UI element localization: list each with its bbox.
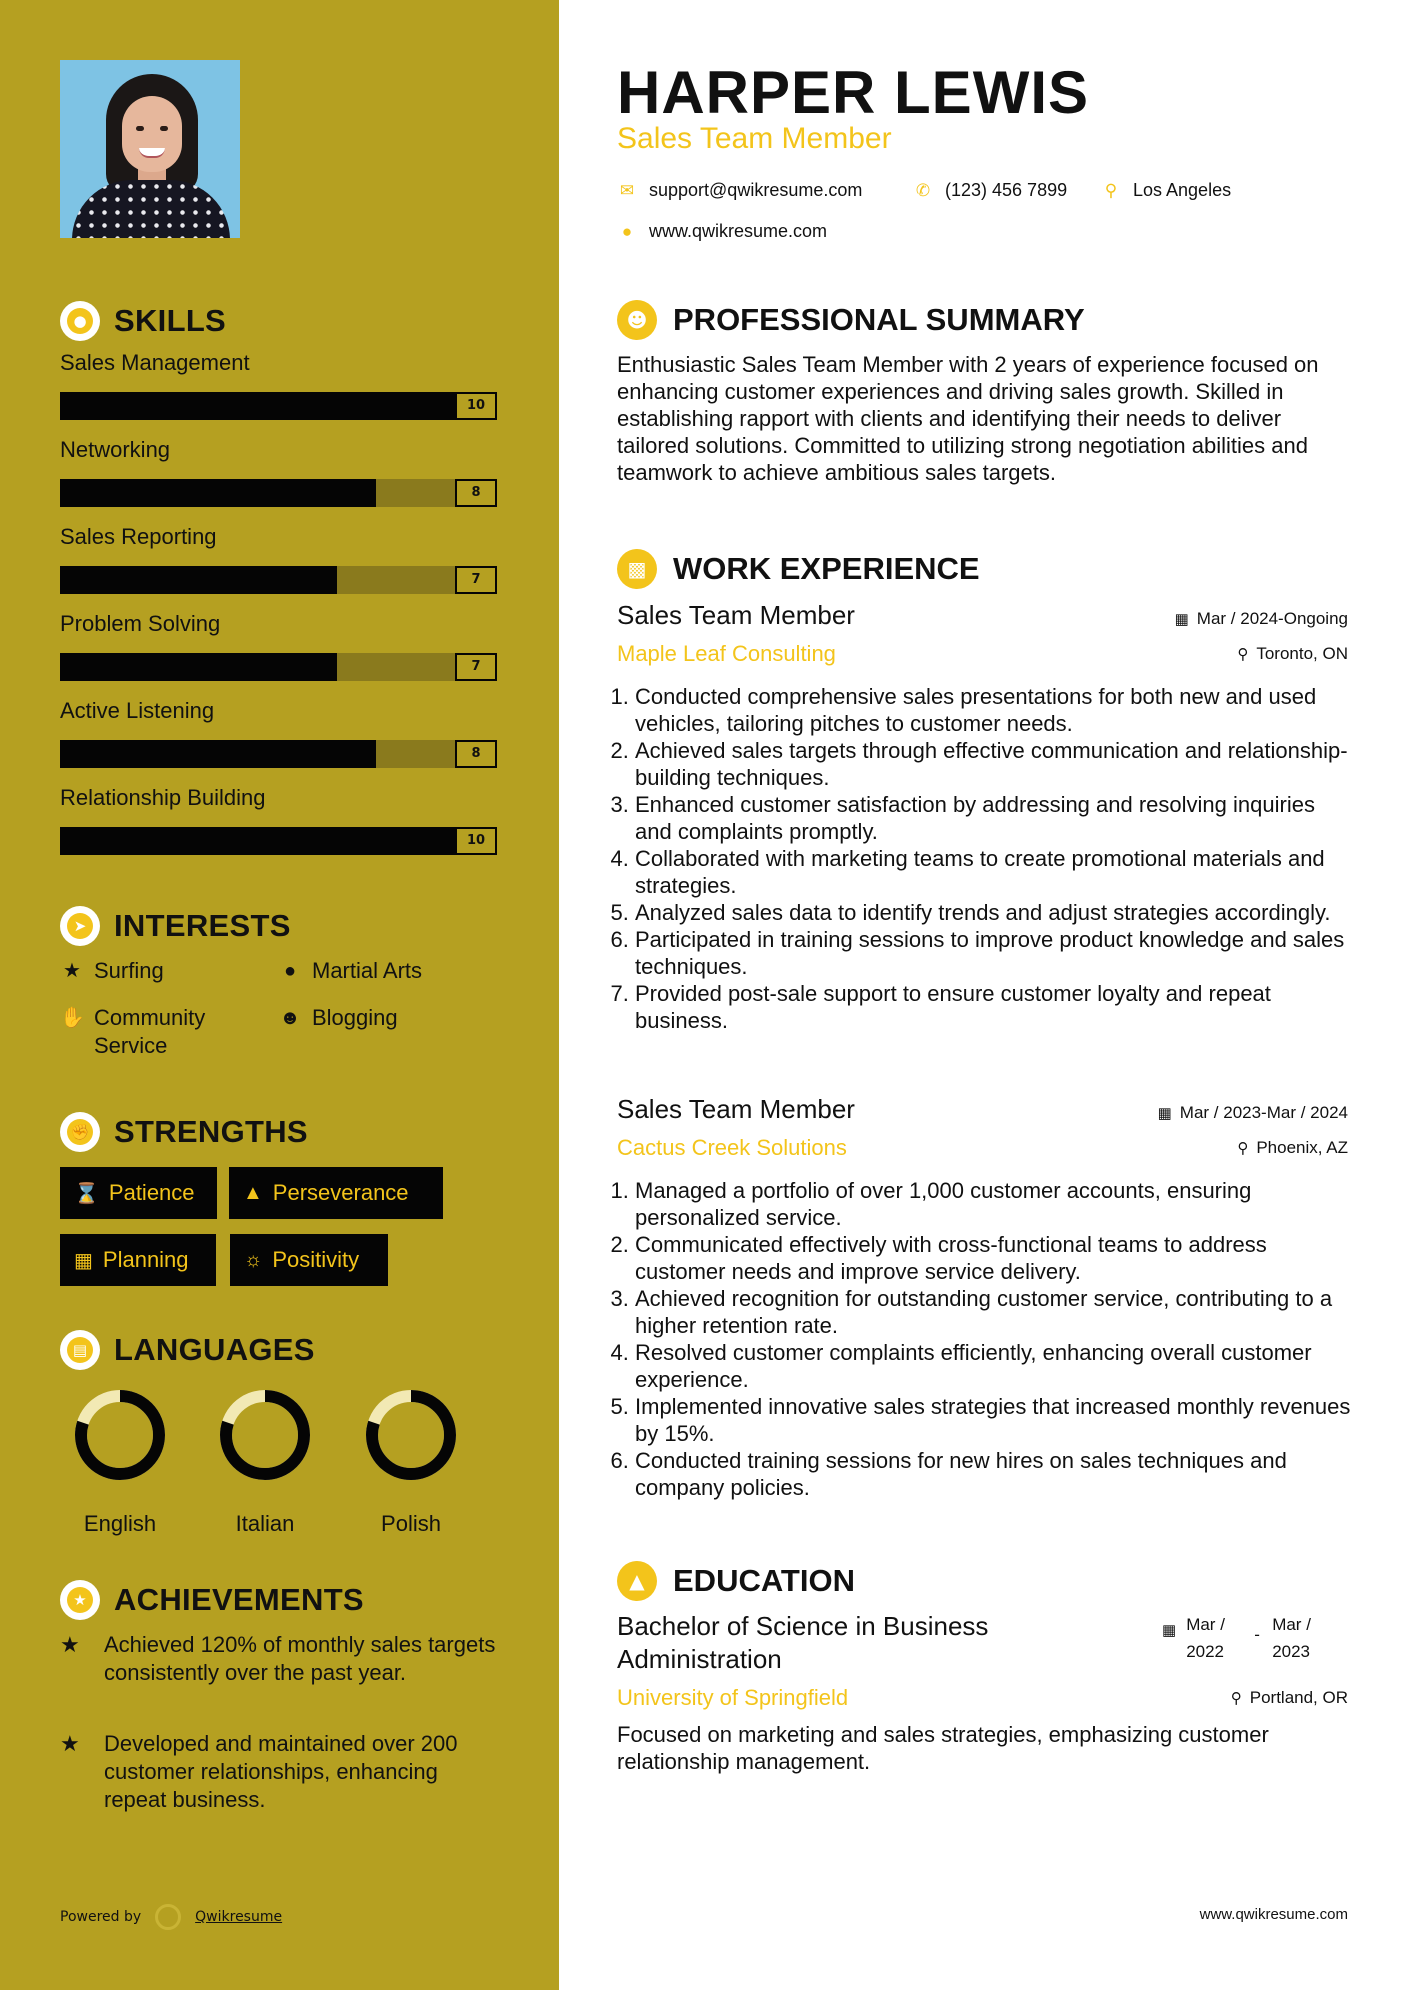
skill-bar bbox=[60, 740, 497, 768]
skill-bar-fill bbox=[60, 740, 376, 768]
user-icon: ☻ bbox=[617, 300, 657, 340]
skill-bar bbox=[60, 566, 497, 594]
skill-bar-fill bbox=[60, 653, 337, 681]
sidebar bbox=[0, 0, 559, 1990]
strength-badge: ▲ Perseverance bbox=[229, 1167, 443, 1219]
skill-item bbox=[60, 437, 497, 507]
list-item: 2. Communicated effectively with cross-functional teams to address customer needs and improve service delivery. bbox=[635, 1231, 1352, 1285]
list-item: 6. Participated in training sessions to improve product knowledge and sales techniques. bbox=[635, 926, 1352, 980]
job-title: Sales Team Member bbox=[617, 1094, 855, 1124]
company-name: Cactus Creek Solutions bbox=[617, 1135, 847, 1160]
skill-level-badge: 10 bbox=[455, 827, 497, 855]
skill-level-badge: 7 bbox=[455, 653, 497, 681]
job-bullets bbox=[617, 683, 1352, 1034]
skill-bar bbox=[60, 392, 497, 420]
skill-bar-fill bbox=[60, 566, 337, 594]
skill-item bbox=[60, 350, 497, 420]
language-item bbox=[205, 1387, 325, 1537]
contact-email[interactable]: ✉ support@qwikresume.com bbox=[617, 180, 862, 201]
skill-level-badge: 10 bbox=[455, 392, 497, 420]
language-label: Italian bbox=[235, 1511, 295, 1536]
interest-item: ☻ Blogging bbox=[279, 1005, 398, 1030]
achievement-item: ★ Developed and maintained over 200 customer relationships, enhancing repeat business. bbox=[60, 1731, 458, 1812]
lightbulb-icon: ● bbox=[60, 301, 100, 341]
road-icon: ▲ bbox=[243, 1181, 263, 1204]
profile-photo bbox=[60, 60, 240, 238]
pushpin-icon: ⚲ bbox=[1237, 646, 1249, 663]
company-name: Maple Leaf Consulting bbox=[617, 641, 836, 666]
sun-icon: ☼ bbox=[244, 1248, 263, 1271]
job-dates: ▦ Mar / 2024-Ongoing bbox=[1174, 609, 1348, 628]
skill-bar bbox=[60, 827, 497, 855]
language-level-ring bbox=[363, 1387, 459, 1483]
graduation-icon: ▲ bbox=[617, 1561, 657, 1601]
skill-bar bbox=[60, 653, 497, 681]
paper-plane-icon: ➤ bbox=[60, 906, 100, 946]
job-location: ⚲ Phoenix, AZ bbox=[1237, 1138, 1348, 1157]
interests-heading: ➤ INTERESTS bbox=[60, 906, 291, 946]
degree-title: Bachelor of Science in Business Administration bbox=[617, 1611, 989, 1674]
strengths-heading: ✊ STRENGTHS bbox=[60, 1112, 308, 1152]
skill-label: Relationship Building bbox=[60, 785, 266, 810]
qwikresume-logo-icon bbox=[155, 1904, 181, 1930]
list-item: 2. Achieved sales targets through effective communication and relationship-building techniques. bbox=[635, 737, 1352, 791]
job-location: ⚲ Toronto, ON bbox=[1237, 644, 1348, 663]
education-description: Focused on marketing and sales strategies, emphasizing customer relationship management. bbox=[617, 1722, 1269, 1774]
summary-text: Enthusiastic Sales Team Member with 2 years of experience focused on enhancing customer experiences and driving sales growth. Skilled in establishing rapport with clients and identifying their needs to deliver tailored solutions. Committed to utilizing strong negotiation abilities and teamwork to achieve ambitious sales targets. bbox=[617, 352, 1319, 485]
candidate-name: HARPER LEWIS bbox=[617, 59, 1090, 126]
skills-heading: ● SKILLS bbox=[60, 301, 226, 341]
list-item: 3. Enhanced customer satisfaction by addressing and resolving inquiries and complaints promptly. bbox=[635, 791, 1352, 845]
skill-label: Sales Reporting bbox=[60, 524, 217, 549]
education-location: ⚲ Portland, OR bbox=[1230, 1688, 1348, 1707]
skill-item bbox=[60, 524, 497, 594]
list-item: 5. Analyzed sales data to identify trends and adjust strategies accordingly. bbox=[635, 899, 1352, 926]
calendar-icon: ▦ bbox=[74, 1249, 93, 1272]
fist-icon: ✊ bbox=[60, 1112, 100, 1152]
education-heading: ▲ EDUCATION bbox=[617, 1561, 855, 1601]
star-icon: ★ bbox=[63, 960, 81, 982]
shooting-star-icon: ★ bbox=[60, 1632, 80, 1657]
qwikresume-link[interactable]: Qwikresume bbox=[195, 1909, 283, 1925]
job-bullets bbox=[617, 1177, 1352, 1501]
list-item: 6. Conducted training sessions for new hires on sales techniques and company policies. bbox=[635, 1447, 1352, 1501]
language-level-ring bbox=[72, 1387, 168, 1483]
globe-icon: ● bbox=[621, 221, 633, 241]
languages-heading: ▤ LANGUAGES bbox=[60, 1330, 315, 1370]
skill-label: Sales Management bbox=[60, 350, 250, 375]
strength-badge: ⌛ Patience bbox=[60, 1167, 217, 1219]
hand-icon: ✋ bbox=[60, 1007, 85, 1029]
contact-website[interactable]: ● www.qwikresume.com bbox=[617, 221, 827, 242]
language-level-ring bbox=[217, 1387, 313, 1483]
list-item: 4. Collaborated with marketing teams to create promotional materials and strategies. bbox=[635, 845, 1352, 899]
list-item: 1. Conducted comprehensive sales presentations for both new and used vehicles, tailoring pitches to customer needs. bbox=[635, 683, 1352, 737]
shooting-star-icon: ★ bbox=[60, 1731, 80, 1756]
language-label: English bbox=[83, 1511, 157, 1536]
candidate-role: Sales Team Member bbox=[617, 122, 892, 155]
pushpin-icon: ⚲ bbox=[1230, 1690, 1242, 1707]
pushpin-icon: ⚲ bbox=[1237, 1140, 1249, 1157]
list-item: 5. Implemented innovative sales strategies that increased monthly revenues by 15%. bbox=[635, 1393, 1352, 1447]
summary-heading: ☻ PROFESSIONAL SUMMARY bbox=[617, 300, 1085, 340]
skill-item bbox=[60, 698, 497, 768]
calendar-icon: ▦ bbox=[1162, 1622, 1177, 1639]
phone-icon: ✆ bbox=[915, 180, 931, 200]
skill-item bbox=[60, 785, 497, 855]
list-item: 4. Resolved customer complaints efficiently, enhancing overall customer experience. bbox=[635, 1339, 1352, 1393]
skill-label: Problem Solving bbox=[60, 611, 221, 636]
contact-location: ⚲ Los Angeles bbox=[1101, 180, 1231, 201]
powered-by: Powered by Qwikresume bbox=[60, 1904, 282, 1930]
work-heading: ▩ WORK EXPERIENCE bbox=[617, 549, 980, 589]
chair-icon: ▩ bbox=[617, 549, 657, 589]
interest-item: ✋ Community Service bbox=[60, 1005, 206, 1058]
map-pin-icon: ⚲ bbox=[1104, 180, 1118, 200]
interest-item: ★ Surfing bbox=[60, 957, 164, 985]
skill-bar-fill bbox=[60, 479, 376, 507]
language-item bbox=[60, 1387, 180, 1537]
calendar-icon: ▦ bbox=[1157, 1105, 1172, 1122]
strength-badge: ☼ Positivity bbox=[230, 1234, 388, 1286]
interest-item: ● Martial Arts bbox=[278, 957, 422, 985]
strength-badge: ▦ Planning bbox=[60, 1234, 216, 1286]
skill-bar-fill bbox=[60, 392, 497, 420]
skill-level-badge: 7 bbox=[455, 566, 497, 594]
skill-level-badge: 8 bbox=[455, 740, 497, 768]
achievements-heading: ★ ACHIEVEMENTS bbox=[60, 1580, 364, 1620]
language-card-icon: ▤ bbox=[60, 1330, 100, 1370]
job-title: Sales Team Member bbox=[617, 600, 855, 630]
language-label: Polish bbox=[381, 1511, 441, 1536]
language-item bbox=[351, 1387, 471, 1537]
list-item: 7. Provided post-sale support to ensure customer loyalty and repeat business. bbox=[635, 980, 1352, 1034]
globe-icon: ● bbox=[283, 960, 297, 982]
users-icon: ☻ bbox=[279, 1007, 301, 1029]
job-dates: ▦ Mar / 2023-Mar / 2024 bbox=[1157, 1103, 1348, 1122]
calendar-icon: ▦ bbox=[1174, 611, 1189, 628]
education-dates: ▦ Mar / 2022 - Mar / 2023 bbox=[1162, 1611, 1330, 1665]
achievement-item: ★ Achieved 120% of monthly sales targets consistently over the past year. bbox=[60, 1632, 496, 1685]
list-item: 1. Managed a portfolio of over 1,000 customer accounts, ensuring personalized service. bbox=[635, 1177, 1352, 1231]
envelope-icon: ✉ bbox=[619, 180, 635, 200]
skill-label: Active Listening bbox=[60, 698, 215, 723]
skill-level-badge: 8 bbox=[455, 479, 497, 507]
skill-bar bbox=[60, 479, 497, 507]
hourglass-icon: ⌛ bbox=[74, 1182, 99, 1205]
contact-phone[interactable]: ✆ (123) 456 7899 bbox=[913, 180, 1067, 201]
footer-url[interactable]: www.qwikresume.com bbox=[1199, 1906, 1348, 1923]
star-badge-icon: ★ bbox=[60, 1580, 100, 1620]
skill-label: Networking bbox=[60, 437, 171, 462]
list-item: 3. Achieved recognition for outstanding customer service, contributing to a higher retention rate. bbox=[635, 1285, 1352, 1339]
skill-bar-fill bbox=[60, 827, 497, 855]
skill-item bbox=[60, 611, 497, 681]
school-name: University of Springfield bbox=[617, 1685, 849, 1710]
